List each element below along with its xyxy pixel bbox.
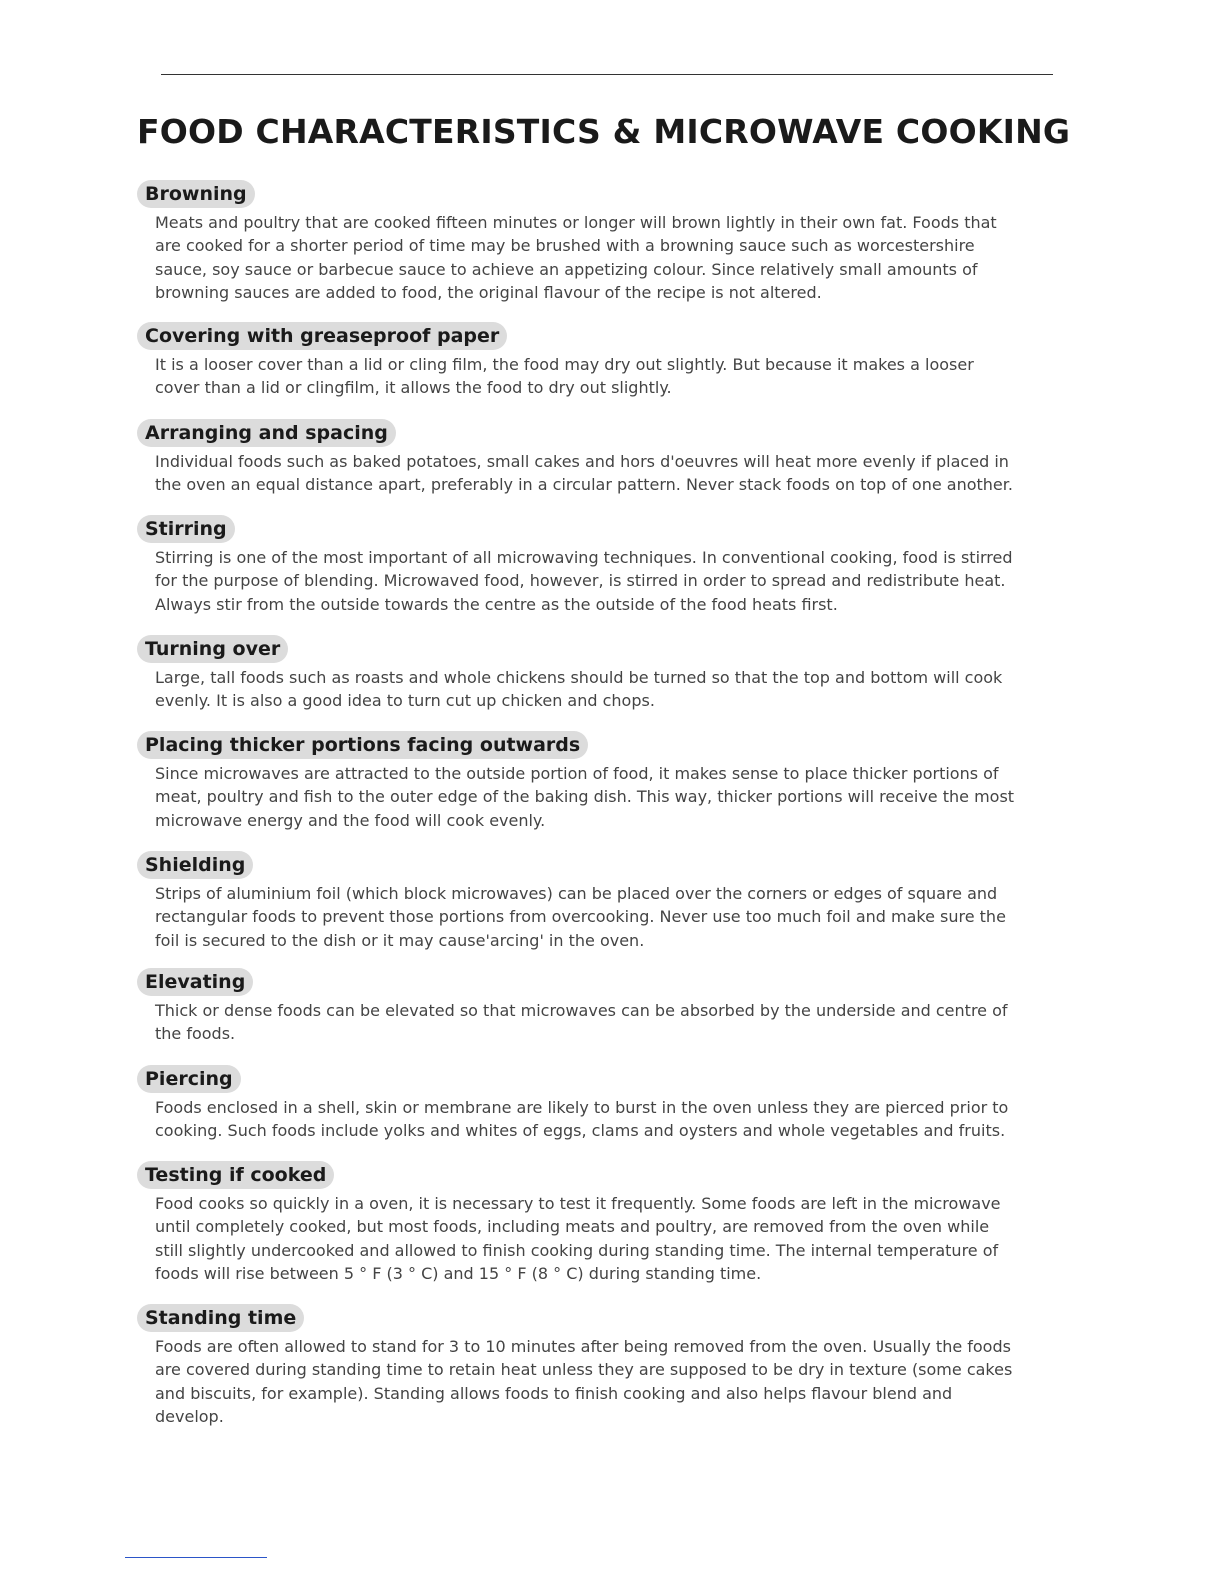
section-body: Stirring is one of the most important of all microwaving techniques. In conventional cooking, food is stirred for the purpose of blending. Microwaved food, however, is stirred in order to spread and redistribute heat. Always stir from the outside towards the centre as the outside of the food heats first. [155, 548, 1013, 614]
section-heading: Stirring [137, 515, 235, 543]
section-heading: Arranging and spacing [137, 419, 396, 447]
section-heading: Testing if cooked [137, 1161, 334, 1189]
section-body: Foods are often allowed to stand for 3 to 10 minutes after being removed from the oven. Usually the foods are covered during standing time to retain heat unless they are supposed to be dry in texture (some cakes and biscuits, for example). Standing allows foods to finish cooking and also helps flavour blend and develop. [155, 1337, 1013, 1427]
section-body: Individual foods such as baked potatoes, small cakes and hors d'oeuvres will heat more evenly if placed in the oven an equal distance apart, preferably in a circular pattern. Never stack foods on top of one another. [155, 452, 1013, 495]
section-body: Since microwaves are attracted to the outside portion of food, it makes sense to place thicker portions of meat, poultry and fish to the outer edge of the baking dish. This way, thicker portions will receive the most microwave energy and the food will cook evenly. [155, 764, 1015, 830]
section-heading: Elevating [137, 968, 253, 996]
section-heading: Standing time [137, 1304, 304, 1332]
section-body: It is a looser cover than a lid or cling film, the food may dry out slightly. But because it makes a looser cover than a lid or clingfilm, it allows the food to dry out slightly. [155, 355, 974, 398]
footer-rule [125, 1557, 267, 1558]
section-body: Strips of aluminium foil (which block microwaves) can be placed over the corners or edges of square and rectangular foods to prevent those portions from overcooking. Never use too much foil and make sure the foil is secured to the dish or it may cause'arcing' in the oven. [155, 884, 1006, 950]
section-heading: Covering with greaseproof paper [137, 322, 507, 350]
section-heading: Piercing [137, 1065, 241, 1093]
section-heading: Shielding [137, 851, 253, 879]
section-body: Thick or dense foods can be elevated so that microwaves can be absorbed by the underside and centre of the foods. [155, 1001, 1008, 1044]
section-body: Food cooks so quickly in a oven, it is necessary to test it frequently. Some foods are left in the microwave until completely cooked, but most foods, including meats and poultry, are removed from the oven while still slightly undercooked and allowed to finish cooking during standing time. The internal temperature of foods will rise between 5 ° F (3 ° C) and 15 ° F (8 ° C) during standing time. [155, 1194, 1001, 1284]
section-body: Meats and poultry that are cooked fifteen minutes or longer will brown lightly in their own fat. Foods that are cooked for a shorter period of time may be brushed with a browning sauce such as worcestershire sauce, soy sauce or barbecue sauce to achieve an appetizing colour. Since relatively small amounts of browning sauces are added to food, the original flavour of the recipe is not altered. [155, 213, 997, 303]
section-body: Large, tall foods such as roasts and whole chickens should be turned so that the top and bottom will cook evenly. It is also a good idea to turn cut up chicken and chops. [155, 668, 1003, 711]
section-heading: Turning over [137, 635, 288, 663]
page-title: FOOD CHARACTERISTICS & MICROWAVE COOKING [137, 112, 1071, 151]
top-rule [161, 74, 1053, 75]
section-heading: Browning [137, 180, 255, 208]
section-body: Foods enclosed in a shell, skin or membrane are likely to burst in the oven unless they are pierced prior to cooking. Such foods include yolks and whites of eggs, clams and oysters and whole vegetables and fruits. [155, 1098, 1009, 1141]
section-heading: Placing thicker portions facing outwards [137, 731, 588, 759]
